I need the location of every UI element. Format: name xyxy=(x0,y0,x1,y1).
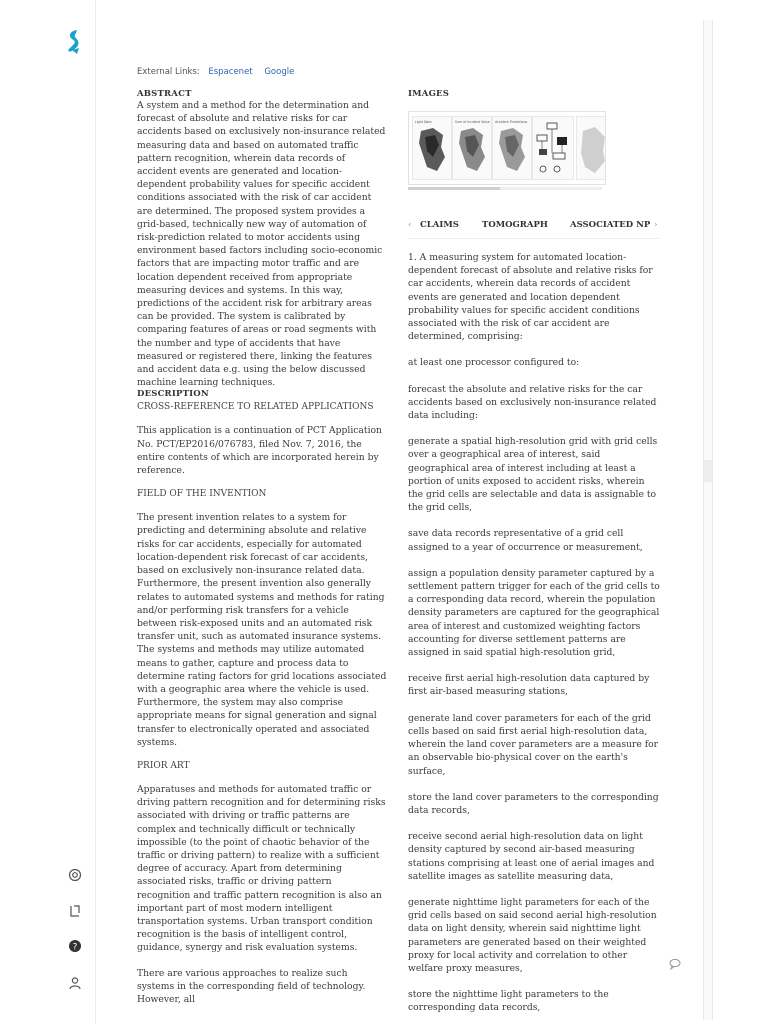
prior-art-text-2: There are various approaches to realize such systems in the corresponding field of technology. However, all xyxy=(137,967,366,1005)
tabs-next-arrow[interactable]: › xyxy=(654,220,658,230)
external-links xyxy=(137,67,294,77)
support-icon[interactable] xyxy=(66,866,84,884)
image-thumbnail[interactable] xyxy=(532,116,574,180)
prior-art-text: Apparatuses and methods for automated traffic or driving pattern recognition and for determining risks associated with driving or traffic patterns are complex and technically difficult or technically impossible (to the point of chaotic behavior of the traffic or driving pattern) to realize with a sufficient degree of accuracy. Apart from determining associated risks, traffic or driving pattern recognition and traffic pattern recognition is also an important part of most modern intelligent transportation systems. Urban transport condition recognition is the basis of intelligent control, guidance, synergy and risk evaluation systems. xyxy=(137,783,386,954)
google-link[interactable]: Google xyxy=(264,67,295,77)
thumb-label: Light Data xyxy=(415,120,432,124)
claim-paragraph: at least one processor configured to: xyxy=(408,357,580,369)
crossref-text: This application is a continuation of PCT Application No. PCT/EP2016/076783, filed Nov. 7, 2016, the entire contents of which are incorporated herein by reference. xyxy=(137,425,382,477)
claim-paragraph: generate nighttime light parameters for each of the grid cells based on said second aerial high-resolution data on light density, wherein said nighttime light parameters are generated based on their weighted proxy for local activity and correlation to other welfare proxy measures, xyxy=(408,896,657,974)
claims-list xyxy=(408,251,660,1015)
right-scroll-panel[interactable] xyxy=(703,20,713,1020)
espacenet-link[interactable]: Espacenet xyxy=(208,67,253,77)
help-icon[interactable] xyxy=(66,937,84,955)
claim-paragraph: generate a spatial high-resolution grid with grid cells over a geographical area of interest, said geographical area of interest including at least a portion of units exposed to accident risks, wherein the grid cells are selectable and data is assignable to the grid cells, xyxy=(408,436,658,514)
claim-paragraph: forecast the absolute and relative risks for the car accidents based on exclusively non-insurance related data including: xyxy=(408,383,657,422)
images-scrollbar[interactable] xyxy=(408,187,602,190)
external-links-label: External Links: xyxy=(137,67,200,77)
claim-paragraph: store the land cover parameters to the corresponding data records, xyxy=(408,791,659,816)
description-heading: DESCRIPTION xyxy=(137,389,209,400)
left-column xyxy=(137,89,387,1006)
crossref-title: CROSS-REFERENCE TO RELATED APPLICATIONS xyxy=(137,402,374,413)
tab-tomograph[interactable]: TOMOGRAPH xyxy=(482,220,548,230)
claim-paragraph: assign a population density parameter captured by a settlement pattern trigger for each of the grid cells to a corresponding data record, wherein the population density parameters are captured for the geographical area of interest and customized weighting factors accounting for diverse settlement patterns are assigned in said spatial high-resolution grid, xyxy=(408,567,660,659)
prior-art-title: PRIOR ART xyxy=(137,760,190,771)
thumb-label: Sum of Incident Value xyxy=(455,120,490,124)
thumb-label: Accident Predictions xyxy=(495,120,528,124)
right-column xyxy=(408,89,660,1028)
scroll-handle[interactable] xyxy=(704,460,712,482)
claim-paragraph: 1. A measuring system for automated location-dependent forecast of absolute and relative risks for car accidents, wherein data records of accident events are generated and location dependent probability values for specific accident conditions associated with the risk of car accident are determined, comprising: xyxy=(408,252,653,343)
claim-paragraph: receive second aerial high-resolution data on light density captured by second air-based measuring stations comprising at least one of aerial images and satellite images as satellite measuring data, xyxy=(408,831,655,882)
tabs-prev-arrow[interactable]: ‹ xyxy=(408,220,412,230)
abstract-text: A system and a method for the determination and forecast of absolute and relative risks for car accidents based on exclusively non-insurance related measuring data and based on automated traffic pattern recognition, wherein data records of accident events are generated and location-dependent probability values for specific accident conditions associated with the risk of car accident are determined. The proposed system provides a grid-based, technically new way of automation of risk-prediction related to motor accidents using environment based factors including socio-economic factors that are impacting motor traffic and are location dependent received from appropriate measuring devices and systems. In this way, predictions of the accident risk for arbitrary areas can be provided. The system is calibrated by comparing features of areas or road segments with the number and type of accidents that have measured or registered there, linking the features and accident data e.g. using the below discussed machine learning techniques. xyxy=(137,100,386,389)
field-title: FIELD OF THE INVENTION xyxy=(137,489,267,500)
document-icon[interactable] xyxy=(66,902,84,920)
comment-icon[interactable] xyxy=(669,955,681,967)
logo-icon[interactable] xyxy=(64,28,84,56)
abstract-heading: ABSTRACT xyxy=(137,89,192,99)
user-icon[interactable] xyxy=(66,974,84,992)
images-heading: IMAGES xyxy=(408,89,450,99)
image-thumbnail[interactable] xyxy=(492,116,532,180)
claim-paragraph: store the nighttime light parameters to the corresponding data records, xyxy=(408,989,609,1014)
images-carousel[interactable] xyxy=(408,111,606,185)
tab-bar xyxy=(408,220,660,239)
claim-paragraph: generate land cover parameters for each of the grid cells based on said first aerial high-resolution data, wherein the land cover parameters are a measure for an observable bio-physical cover on the earth's surface, xyxy=(408,712,659,777)
claim-paragraph: save data records representative of a grid cell assigned to a year of occurrence or measurement, xyxy=(408,528,643,553)
tab-claims[interactable]: CLAIMS xyxy=(420,220,459,230)
svg-text:?: ? xyxy=(72,942,78,953)
left-rail xyxy=(0,0,96,1024)
image-thumbnail[interactable] xyxy=(576,116,606,180)
tab-associated-np[interactable]: ASSOCIATED NP xyxy=(570,220,651,230)
image-thumbnail[interactable] xyxy=(412,116,452,180)
field-text: The present invention relates to a system for predicting and determining absolute and relative risks for car accidents, especially for automated location-dependent risk forecast of car accidents, based on exclusively non-insurance related data. Furthermore, the present invention also generally relates to automated systems and methods for rating and/or performing risk transfers for a vehicle between risk-exposed units and an automated risk transfer unit, such as automated insurance systems. The systems and methods may utilize automated means to gather, capture and process data to determine rating factors for grid locations associated with a geographic area where the vehicle is used. Furthermore, the system may also comprise appropriate means for signal generation and signal transfer to electronically operated and associated systems. xyxy=(137,512,387,748)
image-thumbnail[interactable] xyxy=(452,116,492,180)
claim-paragraph: receive first aerial high-resolution data captured by first air-based measuring stations, xyxy=(408,673,650,698)
